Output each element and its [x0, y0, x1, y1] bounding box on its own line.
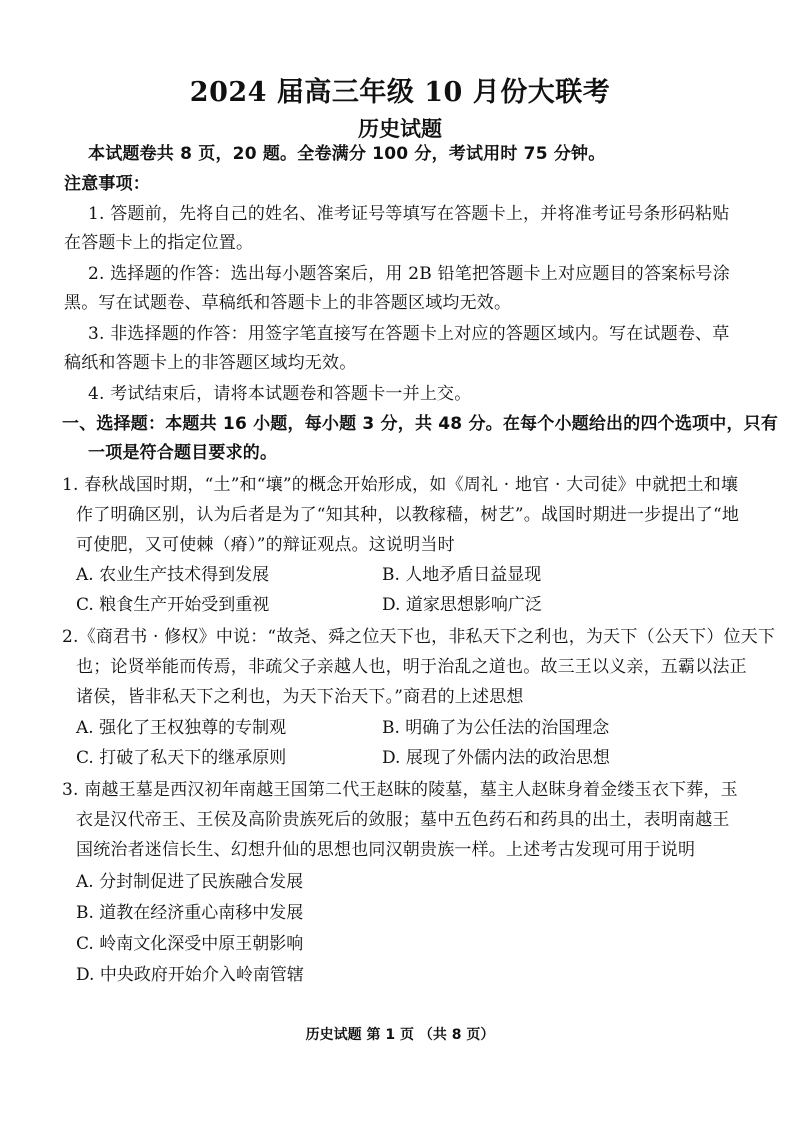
question-2-option-d: D. 展现了外儒内法的政治思想	[382, 748, 610, 768]
notice-heading: 注意事项：	[64, 174, 150, 194]
question-3-line-1: 3. 南越王墓是西汉初年南越王国第二代王赵眜的陵墓，墓主人赵眜身着金缕玉衣下葬，玉	[62, 780, 738, 800]
question-1-line-1: 1. 春秋战国时期，“土”和“壤”的概念开始形成，如《周礼 · 地官 · 大司徒》中就把土和壤	[62, 475, 739, 495]
question-3-option-c: C. 岭南文化深受中原王朝影响	[76, 934, 304, 954]
question-1-option-a: A. 农业生产技术得到发展	[76, 565, 270, 585]
notice-item-4: 4. 考试结束后，请将本试题卷和答题卡一并上交。	[88, 384, 472, 404]
exam-title: 2024 届高三年级 10 月份大联考	[189, 77, 611, 108]
question-2-line-3: 诸侯，皆非私天下之利也，为天下治天下。”商君的上述思想	[76, 687, 524, 707]
question-2-option-c: C. 打破了私天下的继承原则	[76, 748, 287, 768]
notice-item-3-line-1: 3. 非选择题的作答：用签字笔直接写在答题卡上对应的答题区域内。写在试题卷、草	[88, 324, 730, 344]
question-2-line-1: 2.《商君书 · 修权》中说：“故尧、舜之位天下也，非私天下之利也，为天下（公天下）位天下	[62, 627, 776, 647]
question-3-option-a: A. 分封制促进了民族融合发展	[76, 872, 304, 892]
notice-item-3-line-2: 稿纸和答题卡上的非答题区域均无效。	[64, 353, 357, 373]
section-heading-line-2: 一项是符合题目要求的。	[88, 443, 278, 463]
question-1-option-b: B. 人地矛盾日益显现	[382, 565, 542, 585]
question-2-option-a: A. 强化了王权独尊的专制观	[76, 718, 287, 738]
question-1-line-2: 作了明确区别，认为后者是为了“知其种，以教稼穑，树艺”。战国时期进一步提出了“地	[76, 505, 740, 525]
question-1-option-d: D. 道家思想影响广泛	[382, 595, 542, 615]
subject-title: 历史试题	[358, 117, 442, 141]
question-3-option-d: D. 中央政府开始介入岭南管辖	[76, 965, 304, 985]
question-3-option-b: B. 道教在经济重心南移中发展	[76, 903, 304, 923]
question-2-option-b: B. 明确了为公任法的治国理念	[382, 718, 610, 738]
notice-item-2-line-1: 2. 选择题的作答：选出每小题答案后，用 2B 铅笔把答题卡上对应题目的答案标号涂	[88, 264, 730, 284]
notice-item-2-line-2: 黑。写在试题卷、草稿纸和答题卡上的非答题区域均无效。	[64, 293, 512, 313]
section-heading-line-1: 一、选择题：本题共 16 小题，每小题 3 分，共 48 分。在每个小题给出的四个选项中，只有	[62, 414, 779, 434]
question-3-line-2: 衣是汉代帝王、王侯及高阶贵族死后的敛服；墓中五色药石和药具的出土，表明南越王	[76, 810, 730, 830]
notice-item-1-line-2: 在答题卡上的指定位置。	[64, 233, 254, 253]
exam-info: 本试题卷共 8 页，20 题。全卷满分 100 分，考试用时 75 分钟。	[88, 144, 606, 164]
question-1-line-3: 可使肥，又可使棘（瘠）”的辩证观点。这说明当时	[76, 535, 455, 555]
page-footer: 历史试题 第 1 页 （共 8 页）	[305, 1027, 495, 1043]
question-3-line-3: 国统治者迷信长生、幻想升仙的思想也同汉朝贵族一样。上述考古发现可用于说明	[76, 840, 696, 860]
question-2-line-2: 也；论贤举能而传焉，非疏父子亲越人也，明于治乱之道也。故三王以义亲，五霸以法正	[76, 657, 747, 677]
notice-item-1-line-1: 1. 答题前，先将自己的姓名、准考证号等填写在答题卡上，并将准考证号条形码粘贴	[88, 204, 730, 224]
question-1-option-c: C. 粮食生产开始受到重视	[76, 595, 270, 615]
